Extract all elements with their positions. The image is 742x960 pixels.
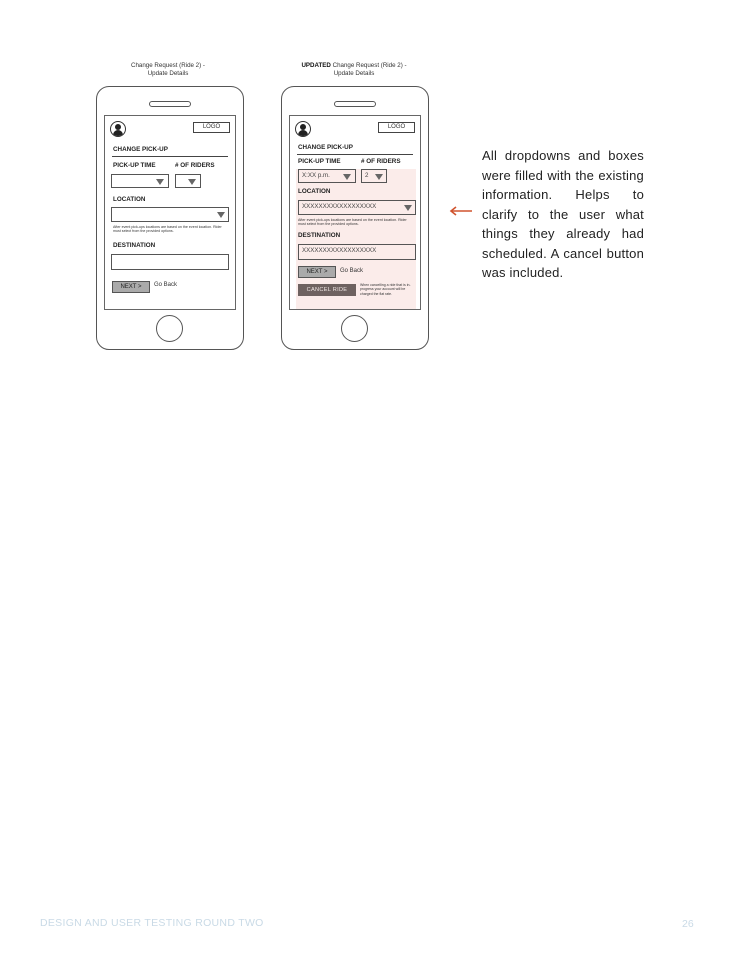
pickup-time-label: PICK-UP TIME (298, 158, 341, 165)
annotation-text: All dropdowns and boxes were filled with the existing information. Helps to clarify to the user what things they already had scheduled. A cancel button was included. (482, 148, 644, 280)
right-phone-mockup (281, 86, 429, 350)
go-back-link[interactable]: Go Back (154, 282, 178, 288)
location-note: After event pick-ups locations are based on the event location. Rider must select from the provided options. (113, 225, 222, 234)
phone-speaker (334, 101, 376, 107)
riders-dropdown[interactable] (175, 174, 201, 188)
user-avatar-icon[interactable] (110, 121, 126, 137)
go-back-link[interactable]: Go Back (340, 268, 364, 274)
pickup-time-dropdown[interactable] (111, 174, 169, 188)
riders-label: # OF RIDERS (361, 158, 401, 165)
left-phone-caption (112, 62, 224, 78)
screen-title: CHANGE PICK-UP (298, 144, 353, 151)
destination-value: XXXXXXXXXXXXXXXXXX (302, 247, 377, 254)
home-button (341, 315, 368, 342)
pickup-time-value: X:XX p.m. (302, 172, 330, 179)
chevron-down-icon (188, 179, 196, 185)
right-phone-caption (290, 62, 418, 78)
pickup-time-dropdown[interactable] (298, 169, 356, 183)
riders-label: # OF RIDERS (175, 162, 215, 169)
destination-input[interactable] (298, 244, 416, 260)
left-caption-line1: Change Request (Ride 2) - (131, 62, 205, 69)
riders-dropdown[interactable] (361, 169, 387, 183)
left-phone-mockup (96, 86, 244, 350)
right-caption-rest: Change Request (Ride 2) - (330, 62, 407, 69)
updated-tag: UPDATED (301, 62, 331, 69)
right-caption-line1 (290, 62, 418, 70)
destination-input[interactable] (111, 254, 229, 270)
location-label: LOCATION (298, 188, 331, 195)
chevron-down-icon (375, 174, 383, 180)
cancel-ride-button[interactable]: CANCEL RIDE (298, 284, 356, 296)
left-arrow-icon (449, 205, 473, 217)
left-phone-screen (104, 115, 236, 310)
chevron-down-icon (404, 205, 412, 211)
location-label: LOCATION (113, 196, 146, 203)
phone-speaker (149, 101, 191, 107)
location-value: XXXXXXXXXXXXXXXXXX (302, 203, 377, 210)
user-avatar-icon[interactable] (295, 121, 311, 137)
destination-label: DESTINATION (113, 242, 156, 249)
next-button[interactable]: NEXT > (298, 266, 336, 278)
chevron-down-icon (343, 174, 351, 180)
title-divider (112, 156, 228, 157)
riders-value: 2 (365, 172, 369, 179)
next-button[interactable]: NEXT > (112, 281, 150, 293)
cancel-note: When cancelling a ride that is in-progress your account will be charged the flat rate. (360, 283, 411, 296)
title-divider (297, 154, 413, 155)
footer-section-title: DESIGN AND USER TESTING ROUND TWO (40, 917, 264, 929)
chevron-down-icon (156, 179, 164, 185)
location-dropdown[interactable] (111, 207, 229, 222)
logo-placeholder: LOGO (193, 122, 230, 133)
logo-placeholder: LOGO (378, 122, 415, 133)
page-number: 26 (682, 918, 694, 930)
destination-label: DESTINATION (298, 232, 341, 239)
location-note: After event pick-ups locations are based on the event location. Rider must select from the provided options. (298, 218, 407, 227)
pickup-time-label: PICK-UP TIME (113, 162, 156, 169)
left-caption-line2: Update Details (147, 70, 189, 77)
screen-title: CHANGE PICK-UP (113, 146, 168, 153)
home-button (156, 315, 183, 342)
chevron-down-icon (217, 212, 225, 218)
right-phone-screen (289, 115, 421, 310)
location-dropdown[interactable] (298, 200, 416, 215)
right-caption-line2: Update Details (333, 70, 375, 77)
